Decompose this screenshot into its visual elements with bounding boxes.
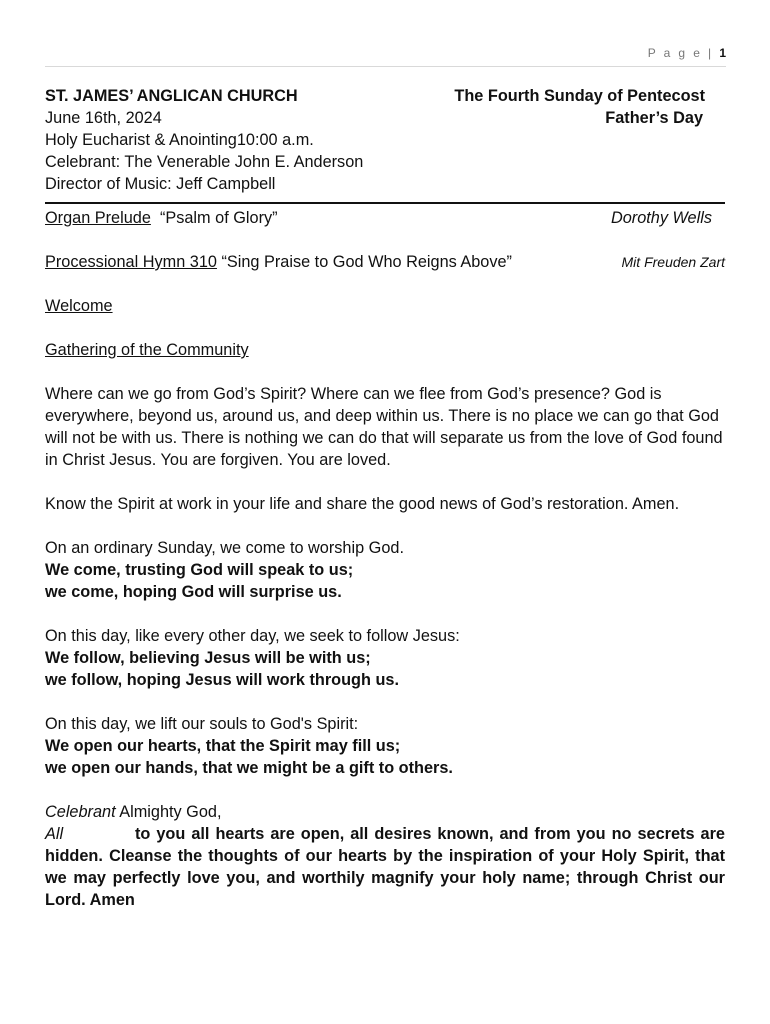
litany-response-1a: We come, trusting God will speak to us; — [45, 561, 354, 579]
gathering-paragraph-2: Know the Spirit at work in your life and share the good news of God’s restoration. Amen. — [45, 495, 680, 513]
processional-row — [45, 251, 725, 273]
page-number: 1 — [719, 46, 726, 60]
celebrant-line: Celebrant: The Venerable John E. Anderson — [45, 153, 364, 171]
page-label: P a g e | — [647, 46, 714, 60]
bulletin-body — [45, 85, 725, 911]
litany-leader-3: On this day, we lift our souls to God's Spirit: — [45, 715, 359, 733]
all-role-label: All — [45, 825, 64, 843]
celebrant-role-label: Celebrant — [45, 803, 116, 821]
director-line: Director of Music: Jeff Campbell — [45, 175, 276, 193]
prelude-row — [45, 207, 725, 229]
litany-leader-1: On an ordinary Sunday, we come to worship God. — [45, 539, 404, 557]
welcome-heading: Welcome — [45, 297, 113, 315]
litany-response-2b: we follow, hoping Jesus will work through us. — [45, 671, 399, 689]
celebrant-text: Almighty God, — [115, 803, 222, 821]
church-name: ST. JAMES’ ANGLICAN CHURCH — [45, 87, 298, 105]
service-date: June 16th, 2024 — [45, 109, 162, 127]
gathering-heading: Gathering of the Community — [45, 341, 249, 359]
day-name: Father’s Day — [605, 109, 703, 127]
prelude-title: “Psalm of Glory” — [150, 209, 278, 227]
litany-response-3b: we open our hands, that we might be a gift to others. — [45, 759, 453, 777]
divider — [45, 202, 725, 204]
collect-celebrant-line — [45, 801, 725, 823]
processional-title: “Sing Praise to God Who Reigns Above” — [216, 253, 512, 271]
prelude-composer: Dorothy Wells — [610, 209, 712, 227]
litany-leader-2: On this day, like every other day, we seek to follow Jesus: — [45, 627, 460, 645]
occasion: The Fourth Sunday of Pentecost — [454, 87, 705, 105]
litany-response-1b: we come, hoping God will surprise us. — [45, 583, 342, 601]
collect-all-response — [45, 823, 725, 911]
page-header — [45, 46, 726, 67]
litany-response-2a: We follow, believing Jesus will be with us; — [45, 649, 371, 667]
litany-response-3a: We open our hearts, that the Spirit may fill us; — [45, 737, 401, 755]
processional-label: Processional Hymn 310 — [45, 253, 217, 271]
gathering-paragraph-1: Where can we go from God’s Spirit? Where can we flee from God’s presence? God is everywhere, beyond us, around us, and deep within us. There is no place we can go that God will not be with us. There is nothing we can do that will separate us from the love of God found in Christ Jesus. You are forgiven. You are loved. — [45, 385, 723, 469]
all-response-text: to you all hearts are open, all desires known, and from you no secrets are hidden. Cleanse the thoughts of our hearts by the inspiration of your Holy Spirit, that we may perfectly love you, and worthily magnify your holy name; through Christ our Lord. Amen — [45, 825, 725, 909]
prelude-label: Organ Prelude — [45, 209, 151, 227]
processional-tune: Mit Freuden Zart — [621, 254, 725, 270]
service-name: Holy Eucharist & Anointing10:00 a.m. — [45, 131, 314, 149]
